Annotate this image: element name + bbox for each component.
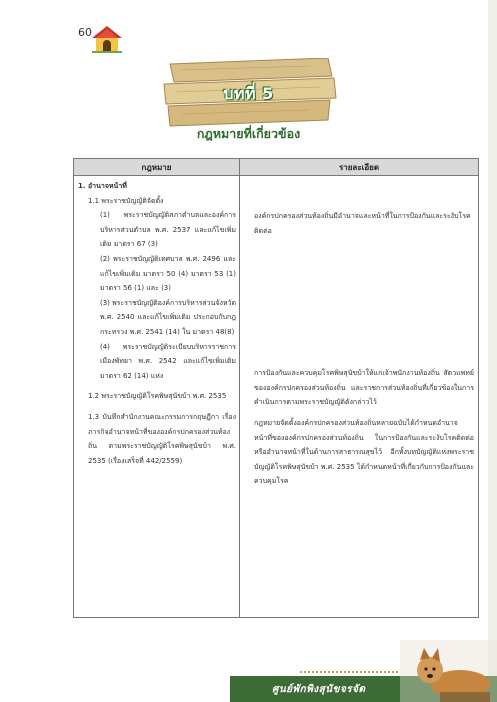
table-header-row: [74, 159, 478, 176]
footer-title: ศูนย์พักพิงสุนัขจรจัด: [272, 684, 366, 695]
law-item: 1.3 บันทึกสำนักงานคณะกรรมการกฤษฎีกา เรื่อง ภารกิจอำนาจหน้าที่ขององค์กรปกครองส่วนท้องถิ่น ตามพระราชบัญญัติโรคพิษสุนัขบ้า พ.ศ. 2535 (เรื่องเสร็จที่ 442/2559): [88, 412, 236, 465]
header-details: รายละเอียด: [338, 163, 380, 172]
decorative-dots: [300, 671, 400, 673]
chapter-title: บทที่ 5: [223, 84, 274, 103]
details-column: [244, 179, 474, 489]
detail-item: การป้องกันและควบคุมโรคพิษสุนัขบ้าให้แก่เจ้าพนักงานท้องถิ่น สัตวแพทย์ขององค์กรปกครองส่วนท้องถิ่น และราชการส่วนท้องถิ่นที่เกี่ยวข้องในการดำเนินการตามพระราชบัญญัติดังกล่าวไว้: [254, 369, 474, 407]
doghouse-icon: [90, 24, 124, 54]
law-item: (4) พระราชบัญญัติระเบียบบริหารราชการเมืองพัทยา พ.ศ. 2542 และแก้ไขเพิ่มเติม มาตรา 62 (14) แห่ง: [100, 342, 236, 380]
law-item: 1.1 พระราชบัญญัติจัดตั้ง: [88, 196, 164, 205]
column-divider: [239, 159, 240, 617]
dog-photo-icon: [400, 640, 497, 702]
detail-item: องค์กรปกครองส่วนท้องถิ่นมีอำนาจและหน้าที่ในการป้องกันและระงับโรคติดต่อ: [254, 212, 471, 235]
detail-item: กฎหมายจัดตั้งองค์กรปกครองส่วนท้องถิ่นหลายฉบับได้กำหนดอำนาจหน้าที่ขององค์กรปกครองส่วนท้องถิ่น ในการป้องกันและระงับโรคติดต่อ หรืออำนาจหน้าที่ในด้านการสาธารณสุขไว้ อีกทั้งบทบัญญัติแห่งพระราชบัญญัติโรคพิษสุนัขบ้า พ.ศ. 2535 ได้กำหนดหน้าที่เกี่ยวกับการป้องกันและควบคุมโรค: [254, 418, 474, 486]
page-number: 60: [78, 26, 92, 39]
header-law: กฎหมาย: [141, 163, 172, 172]
law-item: (1) พระราชบัญญัติสภาตำบลและองค์การบริหารส่วนตำบล พ.ศ. 2537 และแก้ไขเพิ่มเติม มาตรา 67 (3): [100, 211, 236, 249]
law-item: (2) พระราชบัญญัติเทศบาล พ.ศ. 2496 และแก้ไขเพิ่มเติม มาตรา 50 (4) มาตรา 53 (1) มาตรา 56 (1) และ (3): [100, 254, 236, 293]
law-item: 1.2 พระราชบัญญัติโรคพิษสุนัขบ้า พ.ศ. 2535: [88, 392, 227, 401]
law-item: 1. อำนาจหน้าที่: [78, 182, 127, 190]
page-subtitle: กฎหมายที่เกี่ยวข้อง: [196, 126, 301, 141]
law-column: [78, 179, 236, 468]
law-item: (3) พระราชบัญญัติองค์การบริหารส่วนจังหวัด พ.ศ. 2540 และแก้ไขเพิ่มเติม ประกอบกับกฎกระทรวง พ.ศ. 2541 (14) ใน มาตรา 48(8): [100, 298, 236, 336]
law-table: [73, 158, 479, 618]
